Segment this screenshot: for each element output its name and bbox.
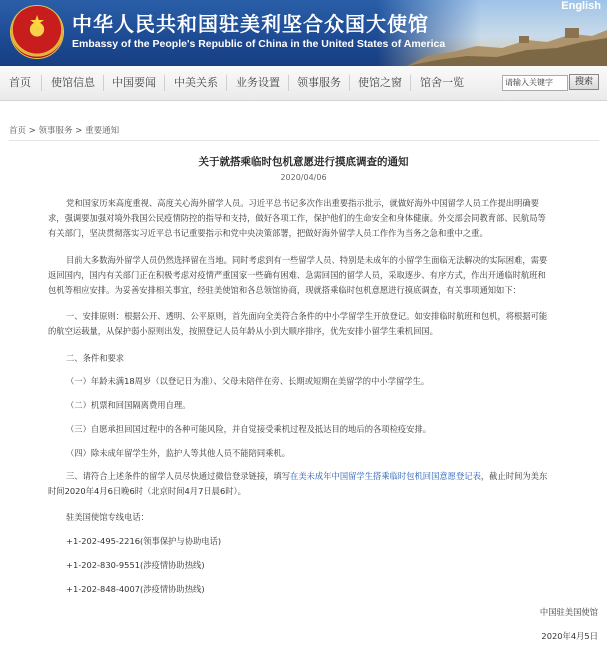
nav-home[interactable]: 首页 [9,76,31,89]
breadcrumb [9,124,119,136]
paragraph-background: 目前大多数海外留学人员仍然选择留在当地。同时考虑到有一些留学人员、特别是未成年的小留学生面临无法解决的实际困难，需要返回国内，国内有关部门正在积极考虑对疫情严重国家一些确有困难、急需回国的留学人员，采取逐步、有序方式，作出开通临时航班和包机等相应安排。为妥善安排相关事宜，经驻美使馆和各总领馆协商，现就搭乘临时包机意愿进行摸底调查，有关事项通知如下： [48,255,548,295]
breadcrumb-consular[interactable]: 领事服务 [38,126,73,136]
paragraph-principle: 一、安排原则：根据公开、透明、公平原则，首先面向全美符合条件的中小学留学生开放登记。如安排临时航班和包机，将根据可能的航空运载量，从保护弱小原则出发，按照登记人员年龄从小到大顺序排序，优先安排小留学生乘机回国。 [48,311,548,336]
condition-risk: （三）自愿承担回国过程中的各种可能风险，并自觉接受乘机过程及抵达目的地后的各项检疫安排。 [66,424,432,434]
hotline-covid-1: +1-202-830-9551(涉疫情协助热线) [66,560,205,570]
hotline-covid-2: +1-202-848-4007(涉疫情协助热线) [66,584,205,594]
nav-divider [41,75,42,91]
nav-consular-services[interactable]: 领事服务 [297,76,341,89]
article-title: 关于就搭乘临时包机意愿进行摸底调查的通知 [198,156,409,168]
condition-guardian: （四）除未成年留学生外，监护人等其他人员不能陪同乘机。 [66,448,291,458]
nav-divider [164,75,165,91]
nav-divider [103,75,104,91]
registration-text: 三、请符合上述条件的留学人员尽快通过微信登录链接，填写 [66,471,291,481]
signature-date: 2020年4月5日 [541,631,598,641]
divider [9,140,599,141]
search-input[interactable] [502,75,568,91]
nav-embassy-info[interactable]: 使馆信息 [51,76,95,89]
main-nav [0,66,607,101]
nav-divider [410,75,411,91]
header-banner [0,0,607,66]
site-title-en: Embassy of the People's Republic of China in the United States of America [72,38,446,50]
breadcrumb-home[interactable]: 首页 [9,126,27,136]
condition-cost: （二）机票和回国隔离费用自理。 [66,400,191,410]
paragraph-registration [48,469,550,499]
star-icon: ★ [29,12,46,33]
condition-age: （一）年龄未满18周岁（以登记日为准）、父母未陪伴在旁、长期或短期在美留学的中小学留学生。 [66,376,430,386]
nav-divider [349,75,350,91]
national-emblem-icon[interactable] [11,6,63,58]
breadcrumb-separator: > [28,126,36,136]
nav-services[interactable]: 业务设置 [236,76,280,89]
english-link[interactable]: English [561,0,601,12]
registration-form-link[interactable]: 在美未成年中国留学生搭乘临时包机回国意愿登记表 [290,471,481,481]
breadcrumb-current[interactable]: 重要通知 [85,126,120,136]
nav-divider [288,75,289,91]
signature: 中国驻美国使馆 [539,607,598,617]
nav-china-us-relations[interactable]: 中美关系 [174,76,218,89]
nav-china-news[interactable]: 中国要闻 [112,76,156,89]
site-title-cn: 中华人民共和国驻美利坚合众国大使馆 [72,12,429,36]
hotline-heading: 驻美国使馆专线电话： [66,512,149,522]
article-date: 2020/04/06 [280,173,327,182]
paragraph-intro: 党和国家历来高度重视、高度关心海外留学人员。习近平总书记多次作出重要指示批示，就做好海外中国留学人员工作提出明确要求，强调要加强对境外我国公民疫情防控的指导和支持，做好各项工作，保护他们的生命安全和身体健康。外交部会同教育部、民航局等有关部门，坚决贯彻落实习近平总书记重要指示和党中央决策部署，把做好海外留学人员工作作为当务之急和重中之重。 [48,198,546,238]
section-conditions-heading: 二、条件和要求 [66,353,125,363]
nav-premises[interactable]: 馆舍一览 [420,76,464,89]
search-button[interactable]: 搜索 [569,74,599,90]
hotline-consular: +1-202-495-2216(领事保护与协助电话) [66,536,222,546]
nav-divider [226,75,227,91]
nav-embassy-window[interactable]: 使馆之窗 [358,76,402,89]
registration-deadline: ，截止时间为美东时间2020年4月6日晚6时（北京时间4月7日晨6时）。 [48,471,548,496]
breadcrumb-separator: > [75,126,83,136]
